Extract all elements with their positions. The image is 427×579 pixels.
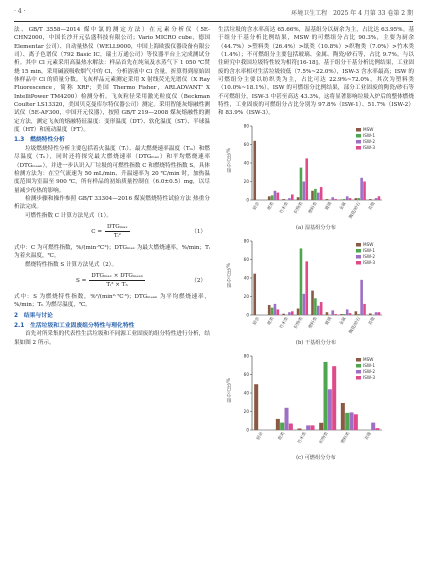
legend-swatch — [356, 370, 361, 374]
bar — [268, 196, 271, 200]
y-tick-label: 80 — [243, 238, 249, 244]
denominator: Tᵢ² × Tₕ — [106, 282, 128, 289]
bar — [280, 422, 284, 429]
y-axis-label: 组分占比/% — [227, 377, 232, 403]
numerator: DTGₘₐₓ × DTGₘₑₐₙ — [89, 272, 145, 281]
bar — [345, 413, 349, 430]
legend-swatch — [356, 364, 361, 368]
bar — [253, 273, 256, 314]
bar — [343, 314, 346, 315]
bar — [328, 389, 332, 430]
bar — [291, 194, 294, 200]
bar — [253, 141, 256, 200]
bar — [319, 423, 323, 430]
x-tick-label: 纸类 — [266, 315, 275, 326]
bar — [332, 366, 336, 430]
subsection-heading: 2.1 生活垃圾和工业固废组分特性与理化特性 — [14, 322, 135, 329]
legend-label: ISW-1 — [363, 247, 376, 253]
bar — [291, 311, 294, 315]
bar — [371, 422, 375, 429]
bar — [375, 198, 378, 200]
right-column — [218, 26, 414, 463]
y-tick-label: 60 — [243, 371, 249, 377]
legend-swatch — [356, 255, 361, 259]
y-axis-label: 组分占比/% — [227, 147, 232, 173]
legend-swatch — [356, 358, 361, 362]
figure-caption: (b) 干基组分分布 — [295, 340, 337, 347]
x-tick-label: 纸类 — [276, 430, 286, 441]
bar — [289, 423, 293, 429]
figure-caption: (a) 湿基组分分布 — [296, 225, 336, 232]
x-tick-label: 厨余 — [255, 430, 264, 441]
x-tick-label: 塑料类 — [339, 430, 351, 445]
legend-swatch — [356, 243, 361, 247]
legend-swatch — [356, 249, 361, 253]
legend-swatch — [356, 134, 361, 138]
equation-lhs: S = — [75, 277, 87, 284]
x-tick-label: 厨余 — [251, 200, 261, 211]
bar — [288, 312, 291, 315]
x-tick-label: 金属 — [338, 200, 347, 211]
bar — [360, 280, 363, 315]
y-tick-label: 20 — [243, 408, 249, 414]
y-tick-label: 80 — [243, 123, 249, 129]
bar — [360, 178, 363, 200]
x-tick-label: 塑料类 — [307, 315, 318, 330]
paragraph: 式中：C 为可燃性指数，%/(min·℃²)；DTGₘₐₓ 为最大燃烧速率，%/min；Tᵢ 为着火温度，℃。 — [14, 244, 210, 260]
bar — [277, 309, 280, 315]
bar — [297, 197, 300, 200]
bar — [277, 192, 280, 199]
y-tick-label: 40 — [243, 275, 249, 281]
header-rule — [14, 21, 413, 22]
bar — [340, 314, 343, 315]
y-tick-label: 0 — [246, 197, 249, 203]
bar — [288, 198, 291, 200]
bar — [357, 198, 360, 200]
bar — [320, 187, 323, 200]
paragraph: 式中：S 为燃烧特性指数，%²/(min²·℃³)；DTGₘₑₐₙ 为平均燃烧速率，%/min；Tₕ 为燃尽温度，℃。 — [14, 293, 210, 309]
bar — [334, 314, 337, 315]
legend-swatch — [356, 261, 361, 265]
bar — [300, 167, 303, 199]
legend-label: ISW-1 — [363, 362, 376, 368]
legend-swatch — [356, 376, 361, 380]
bar — [303, 181, 306, 200]
y-tick-label: 20 — [243, 178, 249, 184]
figure-caption: (c) 可燃组分分布 — [296, 455, 336, 462]
x-tick-label: 厨余 — [251, 315, 261, 326]
y-tick-label: 60 — [243, 141, 249, 147]
bar — [378, 312, 381, 315]
section-heading: 2 结果与讨论 — [14, 312, 53, 319]
bar — [324, 362, 328, 430]
bar — [276, 419, 280, 430]
bar — [363, 304, 366, 315]
paragraph: 燃烧特性指数 S 计算方法见式（2）。 — [25, 261, 118, 268]
bar — [349, 313, 352, 315]
bar — [346, 196, 349, 200]
bar — [274, 304, 277, 315]
legend-label: MSW — [363, 126, 374, 132]
x-tick-label: 玻璃 — [323, 315, 333, 326]
bar — [320, 302, 323, 315]
x-tick-label: 竹木类 — [278, 315, 289, 330]
chart-a — [236, 120, 386, 224]
bar — [369, 313, 372, 315]
x-tick-label: 织物类 — [318, 430, 329, 445]
left-column — [14, 26, 210, 347]
y-tick-label: 20 — [243, 293, 249, 299]
bar — [314, 298, 317, 315]
figure-a — [218, 120, 414, 233]
chart-b — [236, 235, 386, 339]
x-tick-label: 竹木类 — [278, 200, 289, 215]
legend-label: ISW-3 — [363, 374, 376, 380]
bar — [306, 425, 310, 430]
legend-swatch — [356, 128, 361, 132]
equation-1 — [14, 221, 210, 243]
y-tick-label: 0 — [246, 312, 249, 318]
bar — [343, 199, 346, 200]
y-tick-label: 40 — [243, 390, 249, 396]
bar — [298, 428, 302, 429]
bar — [334, 199, 337, 200]
equation-number: （1） — [191, 228, 206, 235]
paragraph: 生活垃圾的含水率高达 65.66%，湿基组分以厨余为主，占比达 63.95%。基于组分干基分析比例结果，MSW 的可燃组分占比 90.3%，主要为厨余（44.7%）>塑料类（26.4%）>纸类（10.8%）>织物类（7.0%）>竹木类（1.4%）；不可燃组分主要包括玻璃、金属、陶瓷/砂石等，占比 9.7%。与以往研究中我国垃圾特性较为相符[16-18]。基于组分干基分析比例结果，工业固废的含水率相对生活垃圾较低（7.5%~22.0%），ISW-3 含水率最高；ISW 的可燃组分主要以纺织类为主，占比可达 22.9%~72.0%，其次为塑料类（10.0%~18.1%）。ISW 的可燃组分比例结果，部分工业固废的陶瓷/砂石等不可燃组分，ISW-3 中甚至高达 43.3%，这将显著影响垃圾入炉后的整体燃烧特性，工业固废的可燃组分占比分别为 97.8%（ISW-1）、51.7%（ISW-2）和 83.9%（ISW-3）。 — [218, 27, 414, 117]
bar — [346, 309, 349, 315]
numerator: DTGₘₐₓ — [105, 223, 130, 232]
bar — [311, 290, 314, 314]
bar — [305, 158, 308, 200]
bar — [354, 414, 358, 430]
legend-label: MSW — [363, 356, 374, 362]
x-tick-label: 陶瓷/砂石 — [347, 200, 362, 220]
y-tick-label: 80 — [243, 353, 249, 359]
journal-info: 环境卫生工程 2025 年 4 月第 33 卷第 2 期 — [291, 10, 413, 17]
bar — [331, 197, 334, 200]
bar — [317, 306, 320, 315]
bar — [317, 192, 320, 199]
bar — [355, 198, 358, 200]
bar — [331, 310, 334, 315]
bar — [274, 191, 277, 200]
figure-b — [218, 235, 414, 348]
legend-label: ISW-3 — [363, 259, 376, 265]
paragraph: 可燃性指数 C 计算方法见式（1）。 — [25, 212, 112, 219]
x-tick-label: 织物类 — [292, 200, 304, 215]
bar — [254, 384, 258, 430]
legend-label: ISW-1 — [363, 132, 376, 138]
x-tick-label: 织物类 — [292, 315, 304, 330]
legend-label: ISW-2 — [363, 253, 376, 259]
y-axis-label: 组分占比/% — [227, 262, 232, 288]
x-tick-label: 玻璃 — [323, 200, 333, 211]
bar — [357, 314, 360, 315]
bar — [300, 248, 303, 315]
paragraph: 首先对所采集的代表性生活垃圾和不同源工业固废的组分特性进行分析，结果如图 2 所示。 — [14, 331, 210, 346]
x-tick-label: 塑料类 — [307, 200, 318, 215]
paragraph: 垃圾燃烧特性分析主要包括着火温度（Tᵢ）、最大燃烧速率温度（Tₘ）和燃尽温度（Tₕ），同时还将探究最大燃烧速率（DTGₘₐₓ）和平均燃烧速率（DTGₘₑₐₙ），并进一步认识入厂垃圾的可燃性指数 C 和燃烧特性指数 S。具体检测方法为：在空气流速为 50 mL/min、升温速率为 20 ℃/min 时，加热温度范围为室温至 900 ℃，所有样品的初始质量控制在（6.0±0.5）mg，以尽量减少传热的影响。 — [14, 145, 210, 194]
equation-number: （2） — [191, 277, 206, 284]
bar — [311, 425, 315, 430]
x-tick-label: 竹木类 — [296, 430, 308, 445]
bar — [326, 199, 329, 200]
x-tick-label: 其他 — [367, 315, 376, 326]
bar — [314, 189, 317, 200]
equation-2 — [14, 270, 210, 292]
bar — [375, 312, 378, 315]
bar — [369, 199, 372, 200]
bar — [378, 196, 381, 200]
bar — [305, 261, 308, 315]
paragraph: 检测步骤和操作参照 GB/T 33304—2016 煤炭燃烧特性试验方法 热重分析法完成。 — [14, 195, 210, 211]
bar — [297, 308, 300, 314]
bar — [271, 195, 274, 200]
equation-lhs: C = — [91, 228, 103, 235]
paragraph: 法、GB/T 3558—2014 煤中氯的测定方法）在元素分析仪（5E-CHN2000，中国长沙开元弘盛科技有限公司；Vario MICRO cube，德国 Elementar 公司）、自动量热仪（WELL9000，中国上海欧拔仪器设备有限公司）、离子色谱仪（792 Basic IC，瑞士万通公司）等仪器平台上完成测试分析。其中 Cl 元素采用高温热水解法：样品首先在纯氧及水蒸气下 1 050 ℃焚烧 15 min，采用碱液吸收烟气中的 Cl，分析溶液中 Cl 含量，折算得到原始固体样品中 Cl 的质量分数。飞灰样品元素测定采用 X 射线荧光光谱仪（X Ray Fluorescence，简称 XRF；美国 Thermo Fisher，ARLADVANT' X IntelliPower TM4200）检测分析。飞灰粒径采用激光粒度仪（Beckman Coulter LS13320，美国贝克曼库尔特仪器公司）测定。采用智能灰熔融性测试仪（5E-AF300，中国开元仪器），按照 GB/T 219—2008 煤灰熔融性的测定方法，测定飞灰的熔融特征温度：变形温度（DT）、软化温度（ST）、半球温度（HT）和流动温度（FT）。 — [14, 27, 210, 134]
bar — [376, 428, 380, 430]
bar — [285, 408, 289, 430]
page-number: · 4 · — [14, 8, 26, 15]
legend-label: MSW — [363, 241, 374, 247]
bar — [350, 412, 354, 430]
denominator: Tᵢ² — [113, 233, 121, 240]
y-tick-label: 0 — [246, 427, 249, 433]
section-heading: 1.3 燃烧特性分析 — [14, 137, 65, 144]
x-tick-label: 其他 — [367, 200, 376, 211]
legend-label: ISW-2 — [363, 138, 376, 144]
bar — [363, 181, 366, 200]
bar — [282, 199, 285, 200]
bar — [355, 311, 358, 315]
legend-label: ISW-3 — [363, 144, 376, 150]
bar — [271, 307, 274, 314]
bar — [341, 403, 345, 430]
legend-swatch — [356, 140, 361, 144]
bar — [268, 305, 271, 315]
legend-label: ISW-2 — [363, 368, 376, 374]
x-tick-label: 纸类 — [266, 200, 275, 211]
x-tick-label: 金属 — [338, 315, 347, 326]
bar — [349, 198, 352, 200]
bar — [282, 313, 285, 314]
x-tick-label: 陶瓷/砂石 — [347, 315, 362, 335]
legend-swatch — [356, 146, 361, 150]
page-header — [14, 8, 413, 20]
y-tick-label: 60 — [243, 256, 249, 262]
figure-c — [218, 350, 414, 463]
bar — [311, 191, 314, 200]
y-tick-label: 40 — [243, 160, 249, 166]
bar — [326, 312, 329, 315]
x-tick-label: 其他 — [363, 430, 373, 441]
bar — [303, 294, 306, 315]
chart-c — [236, 350, 386, 454]
equation-fraction — [89, 272, 145, 290]
equation-fraction — [105, 223, 130, 241]
